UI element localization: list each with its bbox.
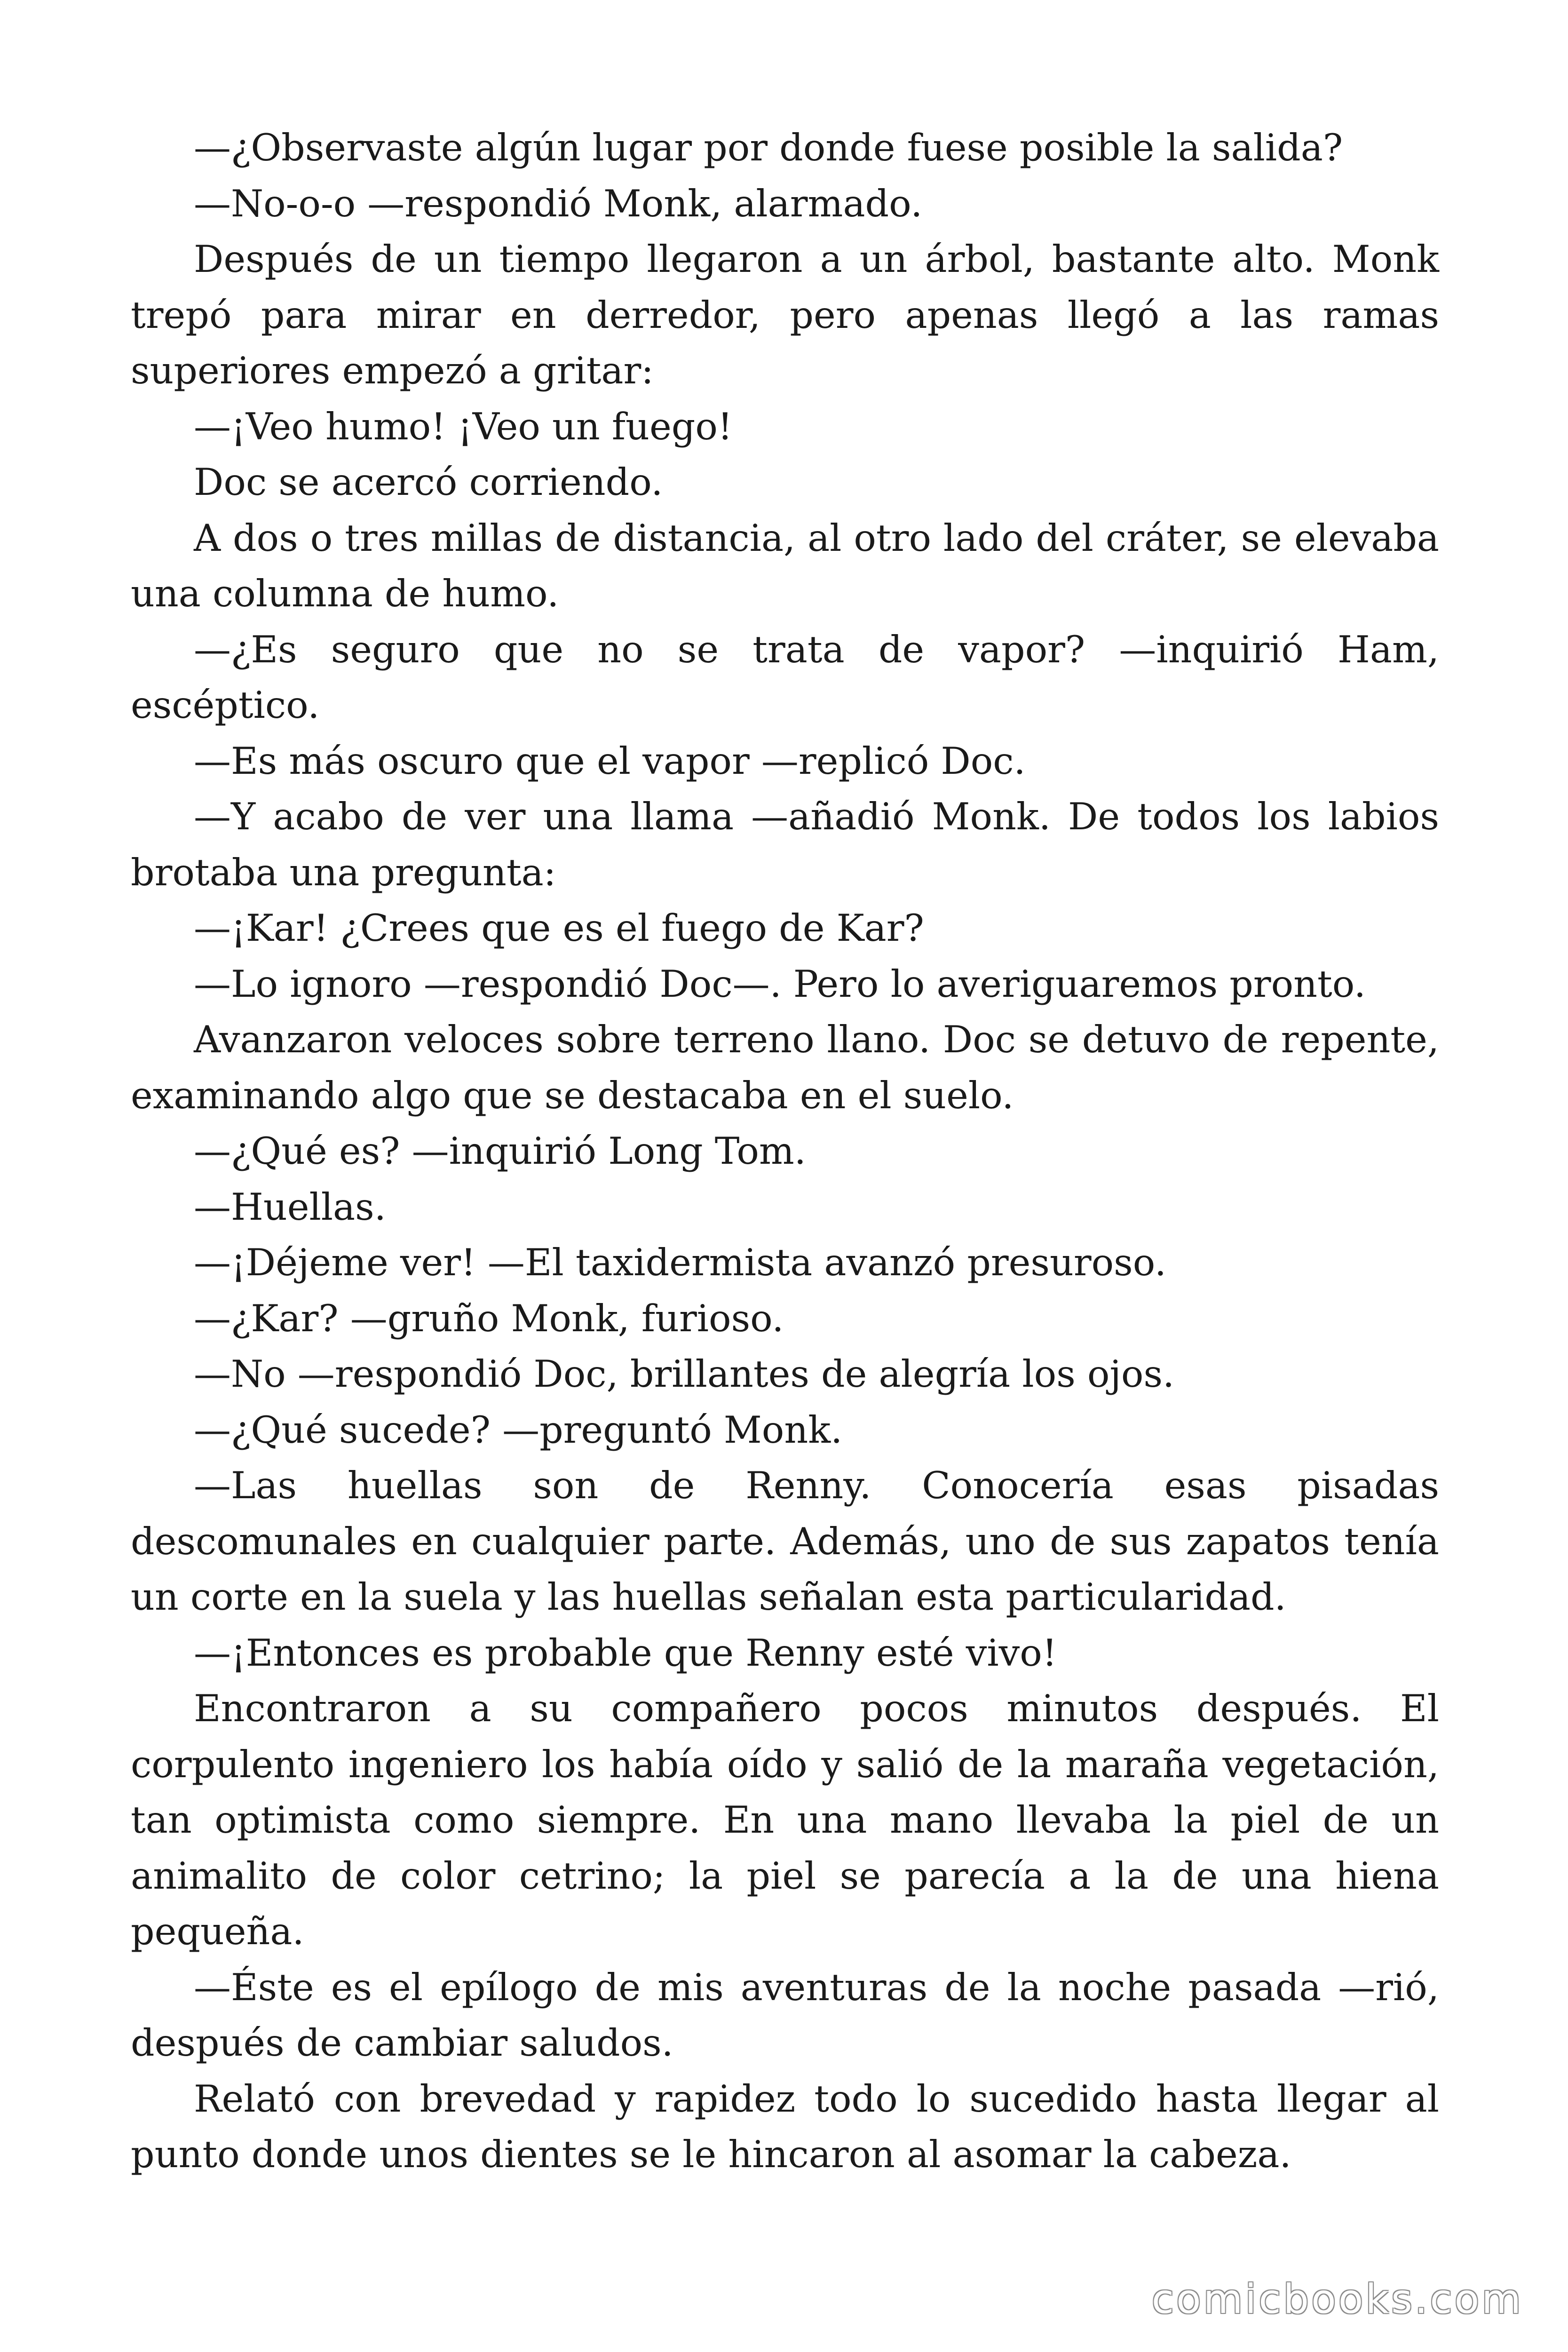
paragraph: —¿Observaste algún lugar por donde fuese posible la salida? — [194, 126, 1343, 169]
paragraph: —¿Es seguro que no se trata de vapor? —inquirió Ham, escéptico. — [131, 628, 1439, 727]
paragraph: —Lo ignoro —respondió Doc—. Pero lo averiguaremos pronto. — [194, 962, 1366, 1006]
paragraph: —¿Qué sucede? —preguntó Monk. — [194, 1408, 843, 1452]
paragraph: —¡Kar! ¿Crees que es el fuego de Kar? — [194, 906, 924, 950]
paragraph: —Es más oscuro que el vapor —replicó Doc. — [194, 739, 1026, 783]
paragraph: A dos o tres millas de distancia, al otro lado del cráter, se elevaba una columna de humo. — [131, 516, 1439, 615]
book-page-text — [131, 120, 1439, 2183]
paragraph: —Y acabo de ver una llama —añadió Monk. De todos los labios brotaba una pregunta: — [131, 795, 1439, 894]
paragraph: Relató con brevedad y rapidez todo lo sucedido hasta llegar al punto donde unos dientes se le hincaron al asomar la cabeza. — [131, 2077, 1439, 2176]
watermark-text: comicbooks.com — [1151, 2276, 1523, 2323]
paragraph: —Las huellas son de Renny. Conocería esas pisadas descomunales en cualquier parte. Además, uno de sus zapatos tenía un corte en la suela y las huellas señalan esta particularidad. — [131, 1464, 1439, 1619]
paragraph: —¡Veo humo! ¡Veo un fuego! — [194, 405, 733, 448]
paragraph: —¿Kar? —gruño Monk, furioso. — [194, 1296, 784, 1340]
paragraph: —Éste es el epílogo de mis aventuras de la noche pasada —rió, después de cambiar saludos. — [131, 1965, 1439, 2065]
paragraph: Después de un tiempo llegaron a un árbol, bastante alto. Monk trepó para mirar en derredor, pero apenas llegó a las ramas superiores empezó a gritar: — [131, 238, 1439, 392]
paragraph: —¿Qué es? —inquirió Long Tom. — [194, 1129, 806, 1173]
paragraph: Encontraron a su compañero pocos minutos después. El corpulento ingeniero los había oído y salió de la maraña vegetación, tan optimista como siempre. En una mano llevaba la piel de un animalito de color cetrino; la piel se parecía a la de una hiena pequeña. — [131, 1687, 1439, 1953]
paragraph: —No-o-o —respondió Monk, alarmado. — [194, 182, 923, 225]
paragraph: Doc se acercó corriendo. — [194, 461, 663, 504]
paragraph: —¡Entonces es probable que Renny esté vivo! — [194, 1631, 1057, 1675]
paragraph: Avanzaron veloces sobre terreno llano. Doc se detuvo de repente, examinando algo que se destacaba en el suelo. — [131, 1018, 1439, 1117]
paragraph: —No —respondió Doc, brillantes de alegría los ojos. — [194, 1352, 1175, 1396]
paragraph: —¡Déjeme ver! —El taxidermista avanzó presuroso. — [194, 1241, 1167, 1284]
paragraph: —Huellas. — [194, 1185, 386, 1229]
